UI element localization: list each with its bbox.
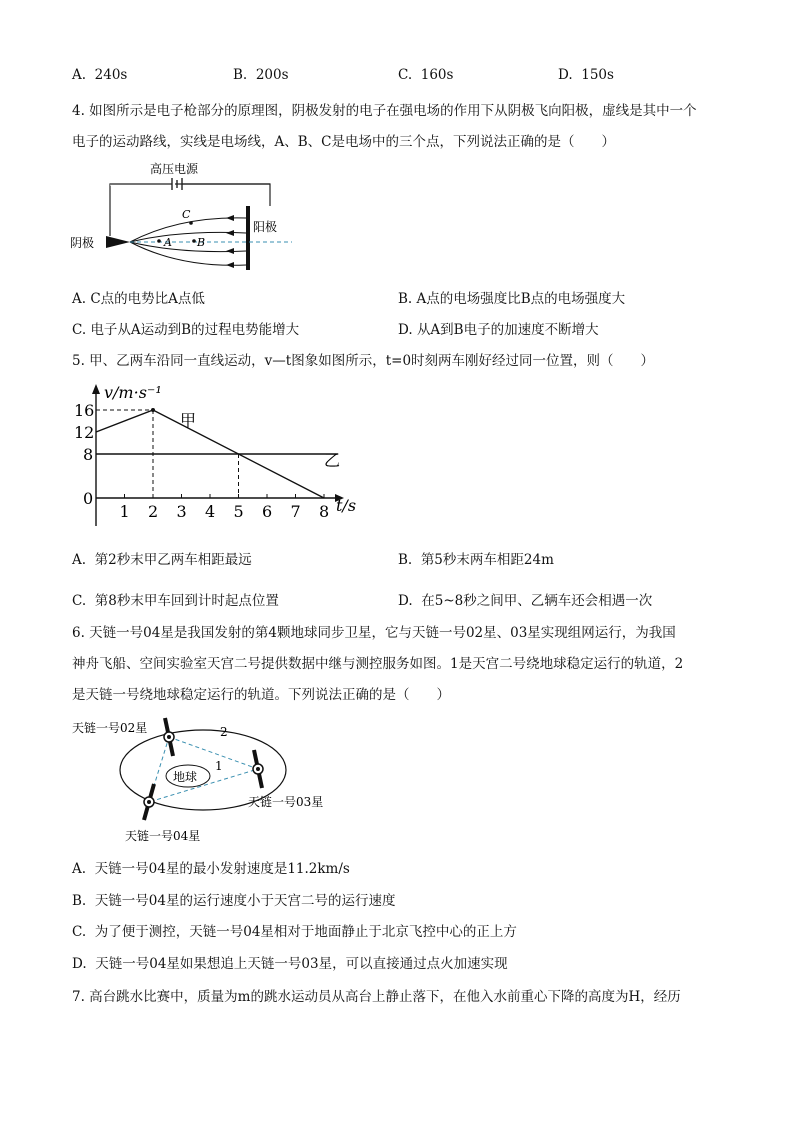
q5-option-b: B. 第5秒末两车相距24m: [398, 552, 554, 568]
sat02-icon: [164, 718, 174, 756]
q6-option-c: C. 为了便于测控，天链一号04星相对于地面静止于北京飞控中心的正上方: [72, 924, 517, 940]
x-tick-label-6: 6: [262, 502, 273, 521]
q7-stem: 7. 高台跳水比赛中，质量为m的跳水运动员从高台上静止落下，在他入水前重心下降的高度为H，经历: [72, 989, 681, 1005]
chart-ticks: [74, 401, 329, 521]
point-a: [157, 239, 161, 243]
cathode-tip: [106, 236, 130, 248]
q6-stem-line1: 6. 天链一号04星是我国发射的第4颗地球同步卫星，它与天链一号02星、03星实现组网运行，为我国: [72, 625, 676, 641]
series-label-yi: 乙: [324, 451, 341, 470]
chart-series: [96, 408, 341, 498]
x-tick-label-1: 1: [119, 502, 130, 521]
cathode-label: 阴极: [70, 236, 95, 250]
q3-option-d: D. 150s: [558, 67, 614, 83]
field-arrow-2: [226, 230, 234, 236]
x-tick-label-3: 3: [176, 502, 187, 521]
series-label-jia: 甲: [180, 411, 197, 430]
q6-option-d: D. 天链一号04星如果想追上天链一号03星，可以直接通过点火加速实现: [72, 956, 508, 972]
sat03-label: 天链一号03星: [248, 795, 324, 809]
satellite-figure: [70, 712, 370, 847]
sat04-label: 天链一号04星: [125, 829, 201, 843]
x-tick-label-2: 2: [148, 502, 159, 521]
q4-stem-line1: 4. 如图所示是电子枪部分的原理图，阴极发射的电子在强电场的作用下从阴极飞向阳极，虚线是其中一个: [72, 103, 697, 119]
q3-option-b: B. 200s: [233, 67, 289, 83]
q6-option-b: B. 天链一号04星的运行速度小于天宫二号的运行速度: [72, 893, 396, 909]
q5-stem: 5. 甲、乙两车沿同一直线运动，v—t图象如图所示，t=0时刻两车刚好经过同一位置，则（ ）: [72, 353, 655, 369]
power-label: 高压电源: [150, 162, 199, 176]
sat02-label: 天链一号02星: [72, 721, 148, 735]
field-arrow-4: [226, 262, 234, 268]
x-tick-label-7: 7: [290, 502, 301, 521]
sat04-icon: [144, 784, 154, 820]
q4-option-d: D. 从A到B电子的加速度不断增大: [398, 322, 599, 338]
vt-chart: [70, 378, 370, 538]
q6-stem-line2: 神舟飞船、空间实验室天宫二号提供数据中继与测控服务如图。1是天宫二号绕地球稳定运行的轨道，2: [72, 656, 684, 672]
y-axis-label: v/m·s⁻¹: [104, 383, 162, 402]
orbit-1-label: 1: [215, 759, 223, 773]
point-c: [189, 221, 193, 225]
q5-option-d: D. 在5~8秒之间甲、乙辆车还会相遇一次: [398, 593, 653, 609]
y-tick-label-12: 12: [74, 423, 95, 442]
orbit-2-label: 2: [220, 725, 228, 739]
sat03-icon: [253, 750, 263, 788]
q6-stem-line3: 是天链一号绕地球稳定运行的轨道。下列说法正确的是（ ）: [72, 687, 450, 703]
relay-links: [149, 737, 258, 802]
point-a-label: A: [164, 236, 172, 249]
series-point-peak: [151, 408, 155, 412]
anode-label: 阳极: [253, 220, 278, 234]
q4-stem-line2: 电子的运动路线，实线是电场线，A、B、C是电场中的三个点，下列说法正确的是（ ）: [72, 134, 615, 150]
point-b: [192, 239, 196, 243]
y-tick-label-0: 0: [83, 489, 94, 508]
q3-option-a: A. 240s: [72, 67, 128, 83]
y-tick-label-16: 16: [74, 401, 95, 420]
earth-label: 地球: [173, 770, 198, 784]
q5-option-c: C. 第8秒末甲车回到计时起点位置: [72, 593, 279, 609]
q4-option-a: A. C点的电势比A点低: [72, 291, 205, 307]
q6-option-a: A. 天链一号04星的最小发射速度是11.2km/s: [72, 861, 350, 877]
chart-axes: [92, 384, 344, 526]
point-b-label: B: [197, 236, 206, 249]
x-tick-label-5: 5: [233, 502, 244, 521]
field-arrow-1: [226, 215, 234, 221]
x-tick-label-8: 8: [319, 502, 330, 521]
y-axis-arrow: [92, 384, 100, 394]
electron-gun-figure: [70, 158, 310, 278]
q3-option-c: C. 160s: [398, 67, 454, 83]
x-tick-label-4: 4: [205, 502, 216, 521]
q5-option-a: A. 第2秒末甲乙两车相距最远: [72, 552, 252, 568]
point-c-label: C: [182, 208, 191, 221]
y-tick-label-8: 8: [83, 445, 94, 464]
field-arrow-3: [226, 248, 234, 254]
x-axis-label: t/s: [336, 496, 357, 515]
q4-option-c: C. 电子从A运动到B的过程电势能增大: [72, 322, 300, 338]
q4-option-b: B. A点的电场强度比B点的电场强度大: [398, 291, 626, 307]
